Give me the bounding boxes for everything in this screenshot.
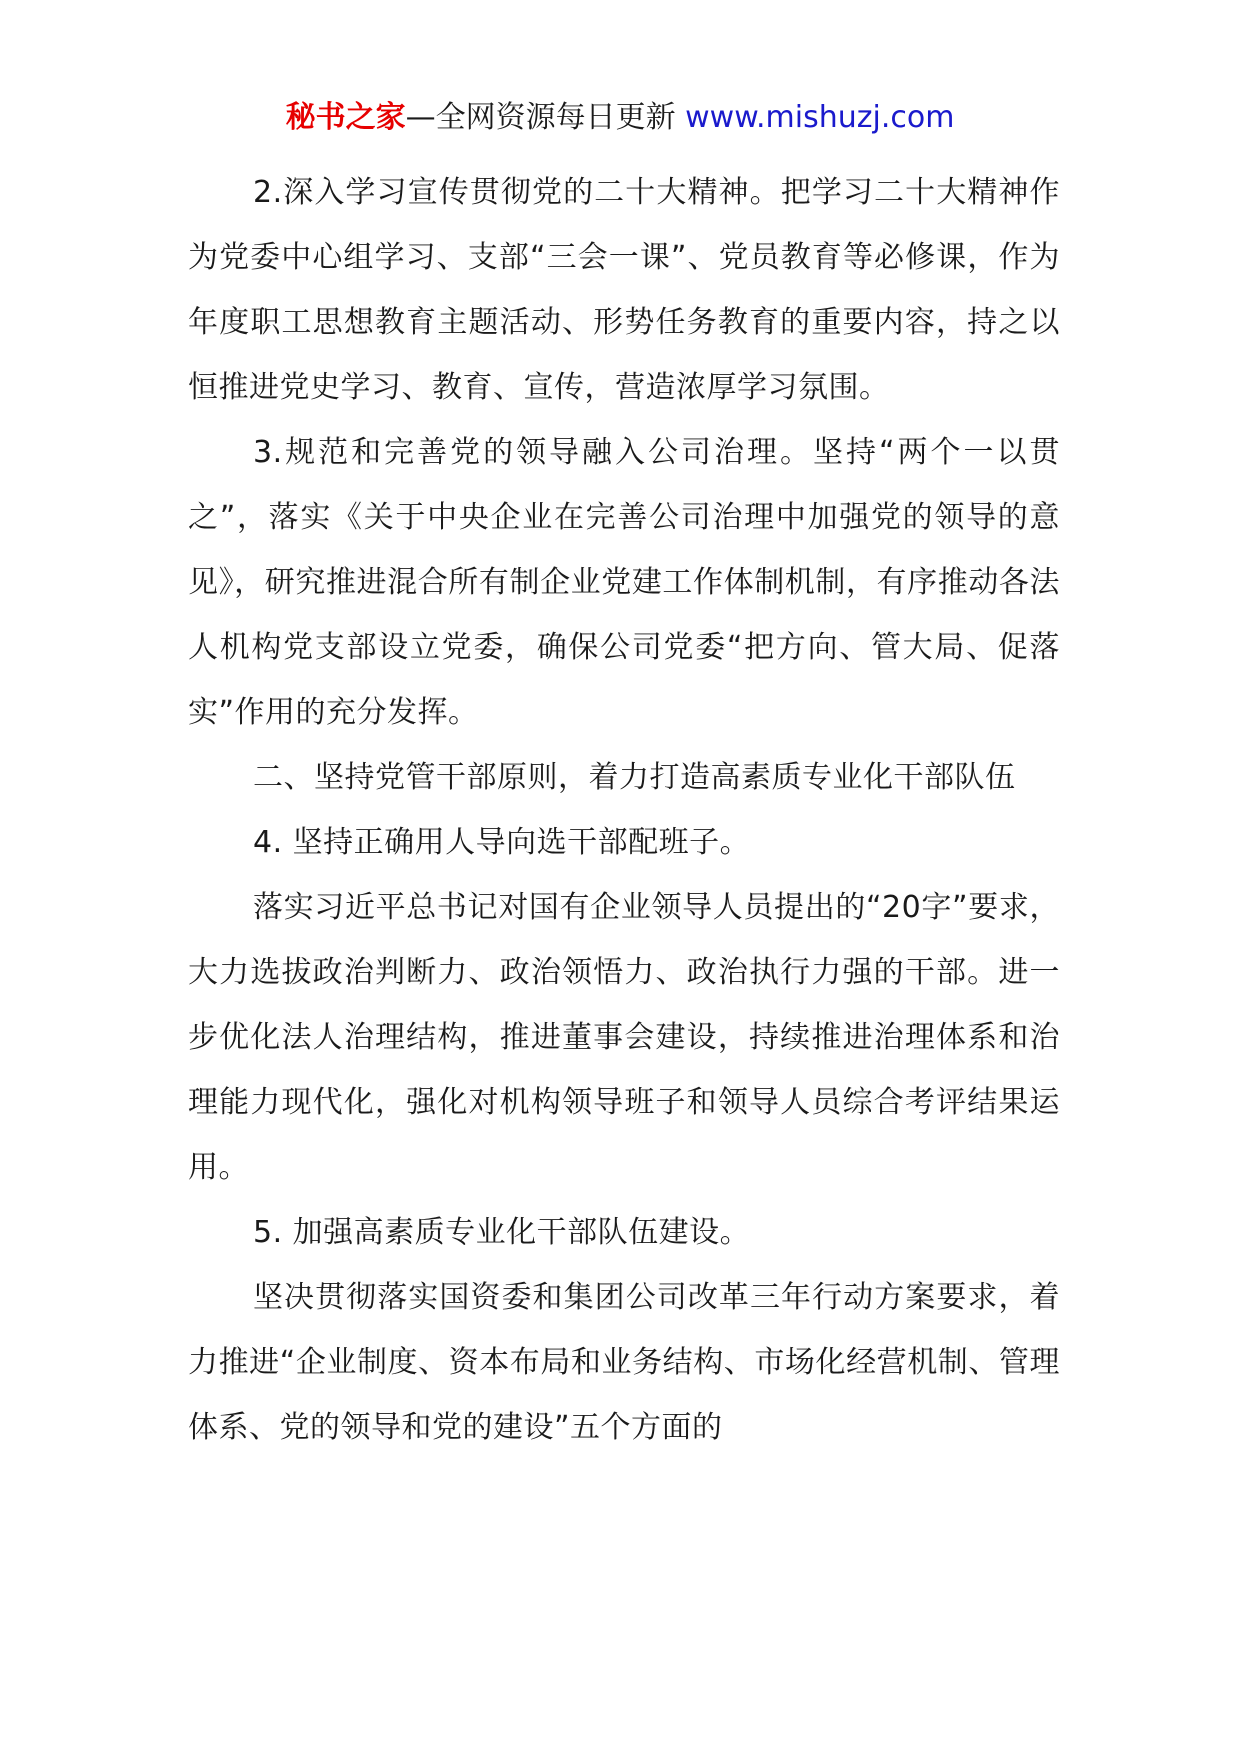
section-heading-2: 二、坚持党管干部原则，着力打造高素质专业化干部队伍 — [253, 760, 1016, 795]
paragraph-item-4-body: 落实习近平总书记对国有企业领导人员提出的“20字”要求，大力选拔政治判断力、政治领悟力、政治执行力强的干部。进一步优化法人治理结构，推进董事会建设，持续推进治理体系和治理能力现代化，强化对机构领导班子和领导人员综合考评结果运用。 — [188, 890, 1060, 1185]
site-header — [0, 96, 1240, 140]
paragraph-item-5-heading: 5. 加强高素质专业化干部队伍建设。 — [253, 1215, 751, 1250]
document-body — [188, 160, 1060, 1460]
paragraph-item-2: 2.深入学习宣传贯彻党的二十大精神。把学习二十大精神作为党委中心组学习、支部“三会一课”、党员教育等必修课，作为年度职工思想教育主题活动、形势任务教育的重要内容，持之以恒推进党史学习、教育、宣传，营造浓厚学习氛围。 — [188, 175, 1060, 405]
site-brand: 秘书之家 — [285, 100, 406, 135]
site-tagline: —全网资源每日更新 — [405, 100, 686, 135]
paragraph-item-5-body: 坚决贯彻落实国资委和集团公司改革三年行动方案要求，着力推进“企业制度、资本布局和业务结构、市场化经营机制、管理体系、党的领导和党的建设”五个方面的 — [188, 1280, 1060, 1445]
paragraph-item-4-heading: 4. 坚持正确用人导向选干部配班子。 — [253, 825, 751, 860]
site-url[interactable]: www.mishuzj.com — [685, 100, 955, 135]
paragraph-item-3: 3.规范和完善党的领导融入公司治理。坚持“两个一以贯之”，落实《关于中央企业在完善公司治理中加强党的领导的意见》，研究推进混合所有制企业党建工作体制机制，有序推动各法人机构党支部设立党委，确保公司党委“把方向、管大局、促落实”作用的充分发挥。 — [188, 435, 1060, 730]
